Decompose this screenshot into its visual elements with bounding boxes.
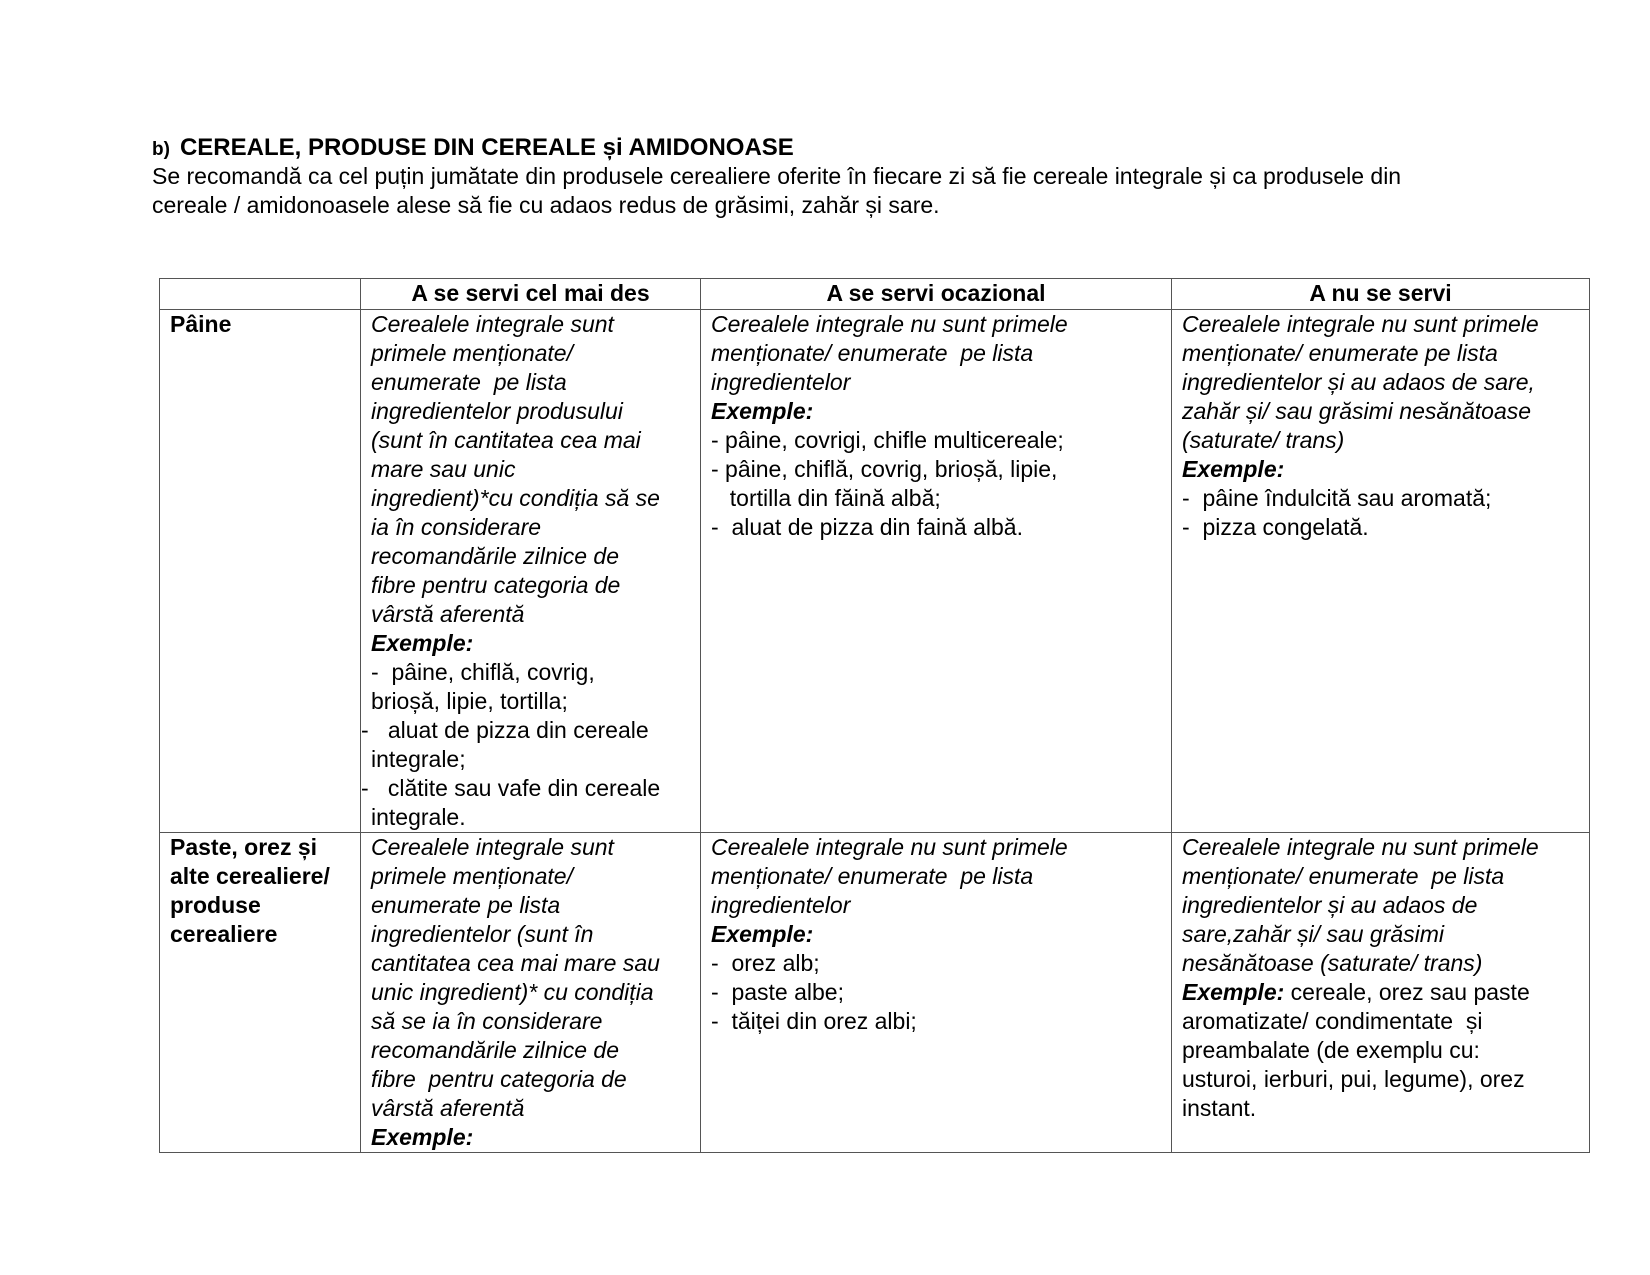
cell-line: ingredientelor (sunt în — [371, 921, 594, 947]
examples-label: Exemple: — [1182, 979, 1285, 1005]
cell-line: mare sau unic — [371, 456, 516, 482]
row-label-line: Paste, orez și — [170, 834, 318, 860]
cell-line: enumerate pe lista — [371, 369, 567, 395]
cell-line: fibre pentru categoria de — [371, 1066, 627, 1092]
example-item: integrale. — [371, 804, 466, 830]
example-item: preambalate (de exemplu cu: — [1182, 1037, 1480, 1063]
example-item: brioșă, lipie, tortilla; — [371, 688, 568, 714]
example-item: - paste albe; — [711, 979, 844, 1005]
recommendation-table — [159, 278, 1590, 1153]
cell-line: ingredientelor — [711, 892, 851, 918]
header-occasionally: A se servi ocazional — [701, 279, 1172, 310]
examples-label: Exemple: — [711, 921, 814, 947]
cell-line: ingredientelor produsului — [371, 398, 623, 424]
examples-label: Exemple: — [711, 398, 814, 424]
row-label-pasta-rice — [160, 833, 361, 1153]
example-item: - aluat de pizza din cereale — [361, 717, 649, 743]
cell-line: vârstă aferentă — [371, 601, 525, 627]
example-item: - orez alb; — [711, 950, 820, 976]
cell-line: Cerealele integrale nu sunt primele — [1182, 834, 1539, 860]
example-item: - pâine, chiflă, covrig, — [371, 659, 595, 685]
example-item: tortilla din făină albă; — [717, 485, 941, 511]
cell-line: menționate/ enumerate pe lista — [1182, 340, 1498, 366]
example-item: integrale; — [371, 746, 466, 772]
example-item: aromatizate/ condimentate și — [1182, 1008, 1483, 1034]
cell-line: ingredientelor și au adaos de sare, — [1182, 369, 1535, 395]
example-item: - pâine îndulcită sau aromată; — [1182, 485, 1492, 511]
cell-bread-not-served — [1172, 310, 1590, 833]
cell-line: (saturate/ trans) — [1182, 427, 1345, 453]
example-item: - pâine, covrigi, chifle multicereale; — [711, 427, 1064, 453]
cell-line: nesănătoase (saturate/ trans) — [1182, 950, 1483, 976]
example-item: - tăiței din orez albi; — [711, 1008, 917, 1034]
cell-line: primele menționate/ — [371, 863, 573, 889]
cell-line: ia în considerare — [371, 514, 542, 540]
cell-pasta-most-often — [361, 833, 701, 1153]
section-letter: b) — [152, 139, 170, 160]
examples-line — [1182, 978, 1579, 1007]
table-row-pasta-rice — [160, 833, 1590, 1153]
cell-line: unic ingredient)* cu condiția — [371, 979, 654, 1005]
cell-bread-occasionally — [701, 310, 1172, 833]
header-empty — [160, 279, 361, 310]
cell-line: ingredient)*cu condiția să se — [371, 485, 660, 511]
table-header-row — [160, 279, 1590, 310]
example-item: - pâine, chiflă, covrig, brioșă, lipie, — [711, 456, 1058, 482]
row-label-line: alte cerealiere/ — [170, 863, 330, 889]
cell-line: Cerealele integrale nu sunt primele — [711, 311, 1068, 337]
row-label-text: Pâine — [170, 311, 232, 337]
cell-pasta-occasionally — [701, 833, 1172, 1153]
cell-line: ingredientelor și au adaos de — [1182, 892, 1478, 918]
cell-line: Cerealele integrale sunt — [371, 834, 614, 860]
cell-line: fibre pentru categoria de — [371, 572, 621, 598]
cell-line: Cerealele integrale sunt — [371, 311, 614, 337]
example-item: - pizza congelată. — [1182, 514, 1369, 540]
examples-label: Exemple: — [371, 1124, 474, 1150]
example-item: - aluat de pizza din faină albă. — [711, 514, 1023, 540]
cell-line: ingredientelor — [711, 369, 851, 395]
examples-text: cereale, orez sau paste — [1284, 979, 1530, 1005]
cell-line: enumerate pe lista — [371, 892, 561, 918]
cell-line: primele menționate/ — [371, 340, 573, 366]
cell-line: sare,zahăr și/ sau grăsimi — [1182, 921, 1445, 947]
row-label-bread — [160, 310, 361, 833]
cell-line: menționate/ enumerate pe lista — [711, 340, 1034, 366]
intro-line: cereale / amidonoasele alese să fie cu adaos redus de grăsimi, zahăr și sare. — [152, 192, 940, 218]
section-intro — [152, 162, 1592, 220]
row-label-line: cerealiere — [170, 921, 278, 947]
cell-pasta-not-served — [1172, 833, 1590, 1153]
cell-line: Cerealele integrale nu sunt primele — [711, 834, 1068, 860]
cell-bread-most-often — [361, 310, 701, 833]
table-row-bread — [160, 310, 1590, 833]
cell-line: zahăr și/ sau grăsimi nesănătoase — [1182, 398, 1532, 424]
header-not-served: A nu se servi — [1172, 279, 1590, 310]
cell-line: vârstă aferentă — [371, 1095, 525, 1121]
cell-line: (sunt în cantitatea cea mai — [371, 427, 641, 453]
cell-line: Cerealele integrale nu sunt primele — [1182, 311, 1539, 337]
header-most-often: A se servi cel mai des — [361, 279, 701, 310]
cell-line: cantitatea cea mai mare sau — [371, 950, 660, 976]
cell-line: recomandările zilnice de — [371, 1037, 620, 1063]
examples-label: Exemple: — [371, 630, 474, 656]
cell-line: să se ia în considerare — [371, 1008, 603, 1034]
example-item: instant. — [1182, 1095, 1257, 1121]
row-label-line: produse — [170, 892, 261, 918]
cell-line: menționate/ enumerate pe lista — [1182, 863, 1505, 889]
cell-line: recomandările zilnice de — [371, 543, 620, 569]
section-title: CEREALE, PRODUSE DIN CEREALE și AMIDONOASE — [179, 134, 794, 161]
intro-line: Se recomandă ca cel puțin jumătate din produsele cerealiere oferite în fiecare zi să fie cereale integrale și ca produsele din — [152, 163, 1402, 189]
cell-line: menționate/ enumerate pe lista — [711, 863, 1034, 889]
section-heading — [152, 133, 794, 165]
example-item: - clătite sau vafe din cereale — [361, 775, 661, 801]
example-item: usturoi, ierburi, pui, legume), orez — [1182, 1066, 1525, 1092]
examples-label: Exemple: — [1182, 456, 1285, 482]
